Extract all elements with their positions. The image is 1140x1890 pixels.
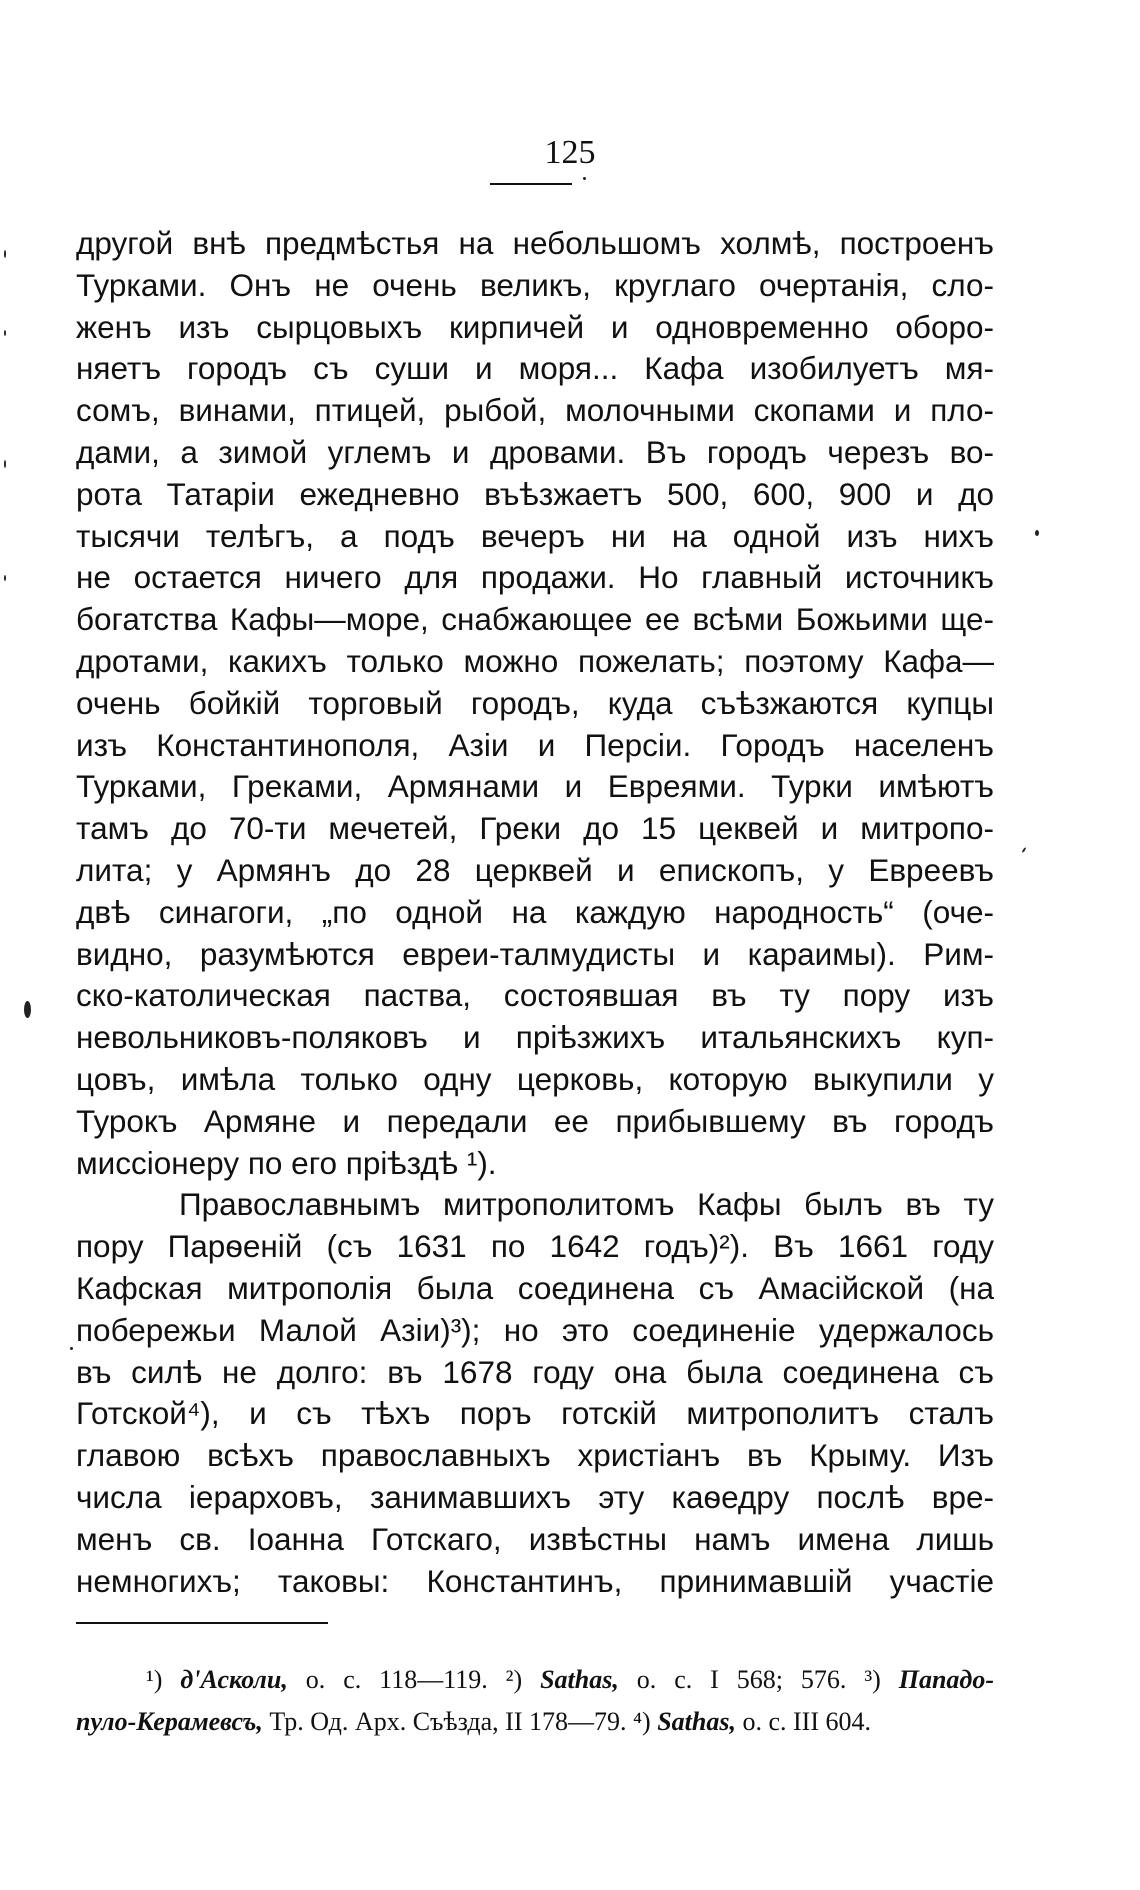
text-line: побережьи Малой Азіи)³); но это соединеніе удержалось xyxy=(76,1311,994,1348)
text-line: Готской⁴), и съ тѣхъ поръ готскій митрополитъ сталъ xyxy=(76,1395,994,1432)
text-line: видно, разумѣются евреи-талмудисты и караимы). Рим- xyxy=(76,935,994,972)
footnote-rule xyxy=(76,1622,328,1624)
text-line: женъ изъ сырцовыхъ кирпичей и одновременно оборо- xyxy=(76,308,994,345)
text-line: Православнымъ митрополитомъ Кафы былъ въ ту xyxy=(179,1186,994,1223)
text-line: Турками, Греками, Армянами и Евреями. Турки имѣютъ xyxy=(76,768,994,805)
text-line: менъ св. Іоанна Готскаго, извѣстны намъ имена лишь xyxy=(76,1520,994,1557)
text-line: Турками. Онъ не очень великъ, круглаго очертанія, сло- xyxy=(76,266,994,303)
text-line: двѣ синагоги, „по одной на каждую народность“ (оче- xyxy=(76,893,994,930)
text-line: рота Татаріи ежедневно въѣзжаетъ 500, 600, 900 и до xyxy=(76,475,994,512)
scan-speck xyxy=(70,1347,73,1350)
footnote-author: пуло-Керамевсъ, xyxy=(76,1707,263,1736)
footnote-author: д'Асколи, xyxy=(180,1665,288,1694)
scan-speck xyxy=(583,177,586,180)
text-line: сомъ, винами, птицей, рыбой, молочными скопами и пло- xyxy=(76,392,994,429)
text-line: дротами, какихъ только можно пожелать; поэтому Кафа— xyxy=(76,642,994,679)
footnote-marker: ¹) xyxy=(146,1665,181,1694)
scan-speck xyxy=(1035,530,1039,536)
scan-speck xyxy=(4,460,6,468)
text-line: няетъ городъ съ суши и моря... Кафа изобилуетъ мя- xyxy=(76,350,994,387)
scan-speck xyxy=(1021,847,1026,853)
page-number-rule xyxy=(490,183,572,185)
body-text xyxy=(76,223,994,1602)
footnote-author: Sathas, xyxy=(657,1707,736,1736)
text-line: дами, а зимой углемъ и дровами. Въ городъ черезъ во- xyxy=(76,433,994,470)
text-line: тысячи телѣгъ, а подъ вечеръ ни на одной изъ нихъ xyxy=(76,517,994,554)
footnote-text: Тр. Од. Арх. Съѣзда, II 178—79. ⁴) xyxy=(262,1707,658,1736)
text-line: въ силѣ не долго: въ 1678 году она была соединена съ xyxy=(76,1353,994,1390)
footnote-author: Sathas, xyxy=(540,1665,619,1694)
text-line: очень бойкій торговый городъ, куда съѣзжаются купцы xyxy=(76,684,994,721)
footnote-line xyxy=(76,1701,994,1743)
footnote-text: o. c. III 604. xyxy=(735,1707,871,1736)
text-line: цовъ, имѣла только одну церковь, которую выкупили у xyxy=(76,1060,994,1097)
footnote-line xyxy=(76,1659,994,1701)
text-line: лита; у Армянъ до 28 церквей и епископъ, у Евреевъ xyxy=(76,851,994,888)
text-line: невольниковъ-поляковъ и пріѣзжихъ итальянскихъ куп- xyxy=(76,1019,994,1056)
text-line: Кафская митрополія была соединена съ Амасійской (на xyxy=(76,1269,994,1306)
text-line: числа іерарховъ, занимавшихъ эту каѳедру послѣ вре- xyxy=(76,1478,994,1515)
text-line: тамъ до 70-ти мечетей, Греки до 15 цеквей и митропо- xyxy=(76,810,994,847)
footnote-text: o. c. 118—119. ²) xyxy=(287,1665,541,1694)
text-line: богатства Кафы—море, снабжающее ее всѣми Божьими ще- xyxy=(76,601,994,638)
scan-speck xyxy=(4,575,6,581)
scan-speck xyxy=(4,330,6,336)
text-line: немногихъ; таковы: Константинъ, принимавшій участіе xyxy=(76,1562,994,1599)
text-line: Турокъ Армяне и передали ее прибывшему въ городъ xyxy=(76,1102,994,1139)
footnote-text: o. c. I 568; 576. ³) xyxy=(618,1665,899,1694)
scan-speck xyxy=(24,1001,31,1018)
text-line: ско-католическая паства, состоявшая въ ту пору изъ xyxy=(76,977,994,1014)
text-line: миссіонеру по его пріѣздѣ ¹). xyxy=(76,1144,497,1181)
footnotes xyxy=(76,1659,994,1743)
text-line: главою всѣхъ православныхъ христіанъ въ Крыму. Изъ xyxy=(76,1437,994,1474)
footnote-author: Пападо- xyxy=(898,1665,994,1694)
text-line: не остается ничего для продажи. Но главный источникъ xyxy=(76,559,994,596)
page-number: 125 xyxy=(544,134,596,171)
text-line: пору Парѳеній (съ 1631 по 1642 годъ)²). Въ 1661 году xyxy=(76,1228,994,1265)
text-line: другой внѣ предмѣстья на небольшомъ холмѣ, построенъ xyxy=(76,225,994,261)
text-line: изъ Константинополя, Азіи и Персіи. Городъ населенъ xyxy=(76,726,994,763)
scan-speck xyxy=(4,250,6,258)
